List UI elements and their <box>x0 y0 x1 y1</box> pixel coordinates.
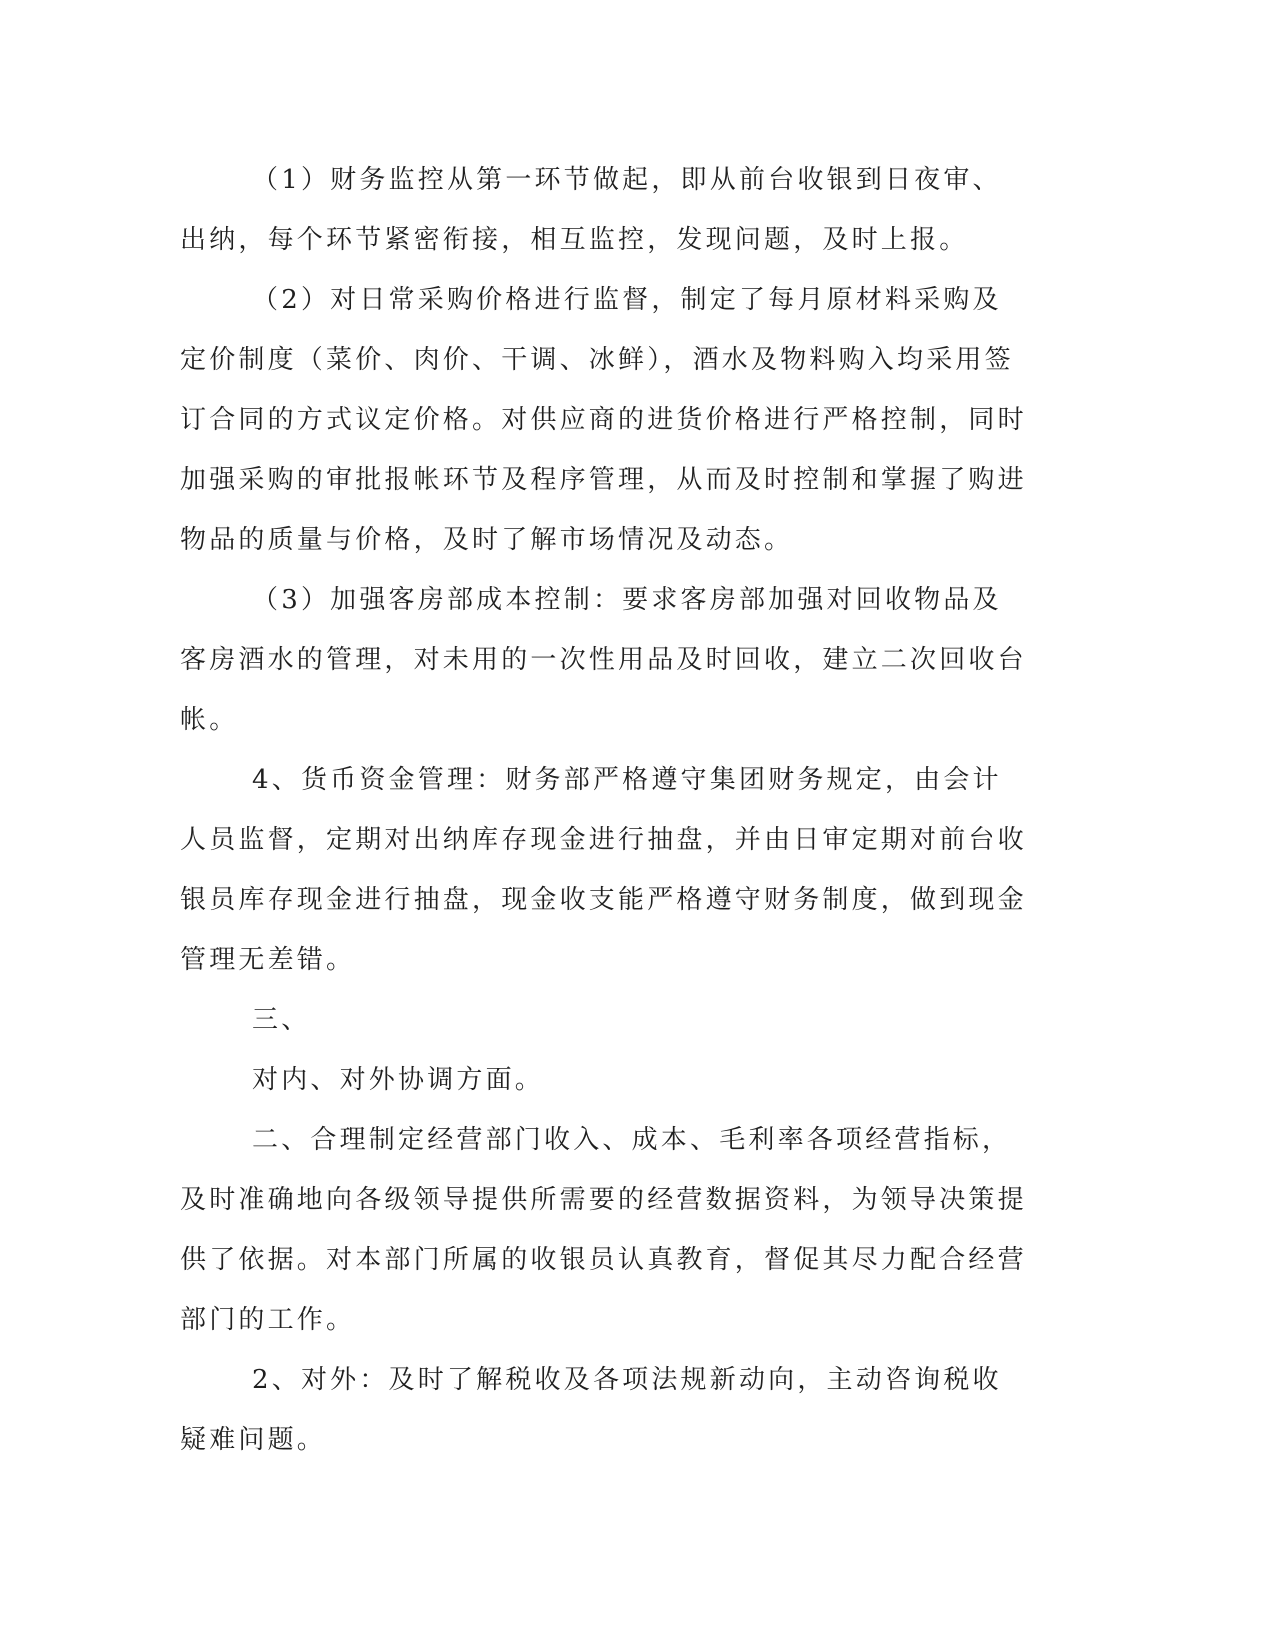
section-title-coordination: 对内、对外协调方面。 <box>252 1065 545 1095</box>
paragraph-housekeeping-cost: （3）加强客房部成本控制：要求客房部加强对回收物品及客房酒水的管理，对未用的一次性用品及时回收，建立二次回收台帐。 <box>180 585 1027 735</box>
paragraph-external: 2、对外：及时了解税收及各项法规新动向，主动咨询税收疑难问题。 <box>180 1365 1002 1455</box>
paragraph-purchase-price: （2）对日常采购价格进行监督，制定了每月原材料采购及定价制度（菜价、肉价、干调、冰鲜），酒水及物料购入均采用签订合同的方式议定价格。对供应商的进货价格进行严格控制，同时加强采购的审批报帐环节及程序管理，从而及时控制和掌握了购进物品的质量与价格，及时了解市场情况及动态。 <box>180 285 1027 555</box>
paragraph-finance-monitoring: （1）财务监控从第一环节做起，即从前台收银到日夜审、出纳，每个环节紧密衔接，相互监控，发现问题，及时上报。 <box>180 165 1002 255</box>
paragraph-cash-management: 4、货币资金管理：财务部严格遵守集团财务规定，由会计人员监督，定期对出纳库存现金进行抽盘，并由日审定期对前台收银员库存现金进行抽盘，现金收支能严格遵守财务制度，做到现金管理无差错。 <box>180 765 1027 975</box>
section-heading-three: 三、 <box>252 1005 311 1035</box>
document-body <box>180 150 1030 1470</box>
paragraph-internal: 二、合理制定经营部门收入、成本、毛利率各项经营指标，及时准确地向各级领导提供所需要的经营数据资料，为领导决策提供了依据。对本部门所属的收银员认真教育，督促其尽力配合经营部门的工作。 <box>180 1125 1027 1335</box>
